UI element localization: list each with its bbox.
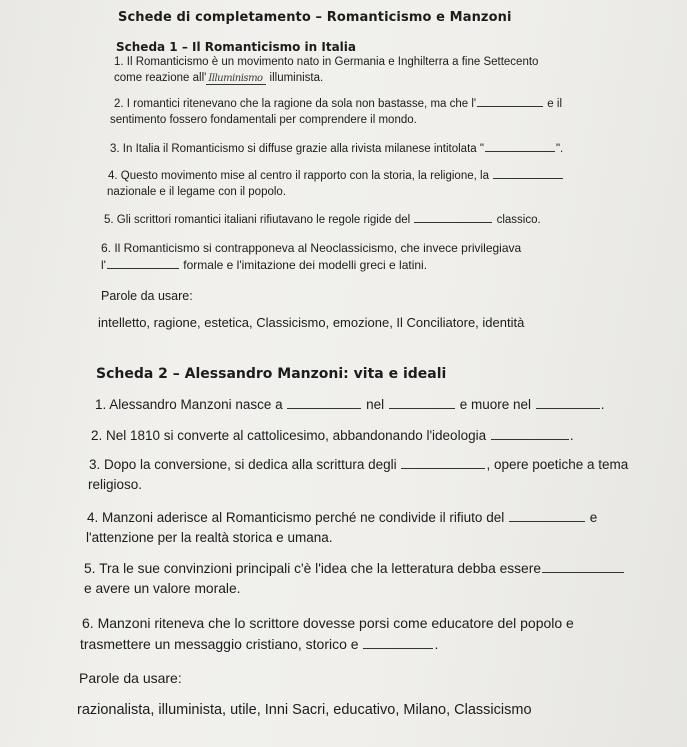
s2-q5-blank[interactable] [542,571,624,573]
s1-q2-blank[interactable] [477,105,543,107]
s1-q4-line2: nazionale e il legame con il popolo. [107,186,287,198]
s2-q4-text-end: e [585,510,598,525]
s2-q4-text: 4. Manzoni aderisce al Romanticismo perché ne condivide il rifiuto del [87,510,505,525]
s1-q6-blank[interactable] [107,267,179,269]
s1-q1-line2 [114,72,323,85]
s1-q6-text: l' [101,258,106,272]
s2-q3-text: 3. Dopo la conversione, si dedica alla scrittura degli [89,457,397,472]
s1-q4-text: 4. Questo movimento mise al centro il rapporto con la storia, la religione, la [108,170,489,182]
s2-q4-line1 [87,510,597,525]
s1-q2-line1 [114,98,562,110]
s2-q1-text-d: . [600,397,605,412]
s1-q3-text-end: ". [555,143,564,155]
s2-q2-text: 2. Nel 1810 si converte al cattolicesimo, abbandonando l'ideologia [91,428,487,443]
s1-q5-line [104,214,541,226]
s2-q1-blank-year-born[interactable] [389,407,455,409]
s1-words-label: Parole da usare: [101,289,193,303]
s1-q5-text-end: classico. [493,214,541,226]
s1-q4-blank[interactable] [493,177,563,179]
s2-word-bank: razionalista, illuminista, utile, Inni Sacri, educativo, Milano, Classicismo [77,702,532,718]
s1-q2-text-end: e il [544,98,563,110]
s2-q2-line [91,428,574,443]
page-title: Schede di completamento – Romanticismo e Manzoni [118,10,512,25]
s1-q3-text: 3. In Italia il Romanticismo si diffuse grazie alla rivista milanese intitolata " [110,143,484,155]
s2-q3-line1 [89,457,628,472]
s2-q5-text: 5. Tra le sue convinzioni principali c'è l'idea che la letteratura debba essere [84,561,541,576]
s2-words-label: Parole da usare: [79,670,182,686]
s1-q6-line1: 6. Il Romanticismo si contrapponeva al Neoclassicismo, che invece privilegiava [101,241,522,255]
s2-q1-blank-year-death[interactable] [536,407,600,409]
s2-q1-text-a: 1. Alessandro Manzoni nasce a [95,397,283,412]
scheda2-heading: Scheda 2 – Alessandro Manzoni: vita e ideali [96,366,447,382]
s1-q6-line2 [101,258,427,272]
s2-q6-blank[interactable] [363,647,433,649]
s2-q2-text-end: . [569,428,574,443]
s1-word-bank: intelletto, ragione, estetica, Classicismo, emozione, Il Conciliatore, identità [98,315,525,330]
s1-q5-blank[interactable] [414,221,492,223]
s2-q6-text-end: . [434,636,439,652]
s2-q3-line2: religioso. [88,477,143,492]
s2-q3-blank[interactable] [401,467,485,469]
s1-q3-blank[interactable] [485,150,555,152]
s1-q2-text: 2. I romantici ritenevano che la ragione da sola non bastasse, ma che l' [114,98,477,110]
s2-q4-blank[interactable] [509,520,585,522]
s2-q4-line2: l'attenzione per la realtà storica e umana. [86,530,333,545]
s2-q5-line1 [84,561,625,576]
s1-q1-text: come reazione all' [114,72,207,84]
s2-q6-line2 [80,636,438,652]
scheda1-heading: Scheda 1 – Il Romanticismo in Italia [116,40,356,54]
s1-q6-text-end: formale e l'imitazione dei modelli greci e latini. [179,258,428,272]
s2-q1-blank-place[interactable] [287,407,361,409]
s2-q6-line1: 6. Manzoni riteneva che lo scrittore dovesse porsi come educatore del popolo e [82,615,574,631]
s1-q3-line [110,143,563,155]
s1-q2-line2: sentimento fossero fondamentali per comprendere il mondo. [110,114,417,126]
s1-q1-handwritten-answer[interactable]: Illuminismo [206,73,266,85]
s1-q1-line1: 1. Il Romanticismo è un movimento nato in Germania e Inghilterra a fine Settecento [114,56,539,68]
s2-q6-text: trasmettere un messaggio cristiano, storico e [80,636,359,652]
s2-q1-text-c: e muore nel [459,397,531,412]
s2-q2-blank[interactable] [491,438,569,440]
s2-q1-line [95,397,605,412]
s2-q1-text-b: nel [366,397,385,412]
s1-q5-text: 5. Gli scrittori romantici italiani rifiutavano le regole rigide del [104,214,411,226]
s1-q1-text-end: illuminista. [266,72,324,84]
s1-q4-line1 [108,170,564,182]
s2-q3-text-end: , opere poetiche a tema [486,457,629,472]
s2-q5-line2: e avere un valore morale. [84,581,241,596]
